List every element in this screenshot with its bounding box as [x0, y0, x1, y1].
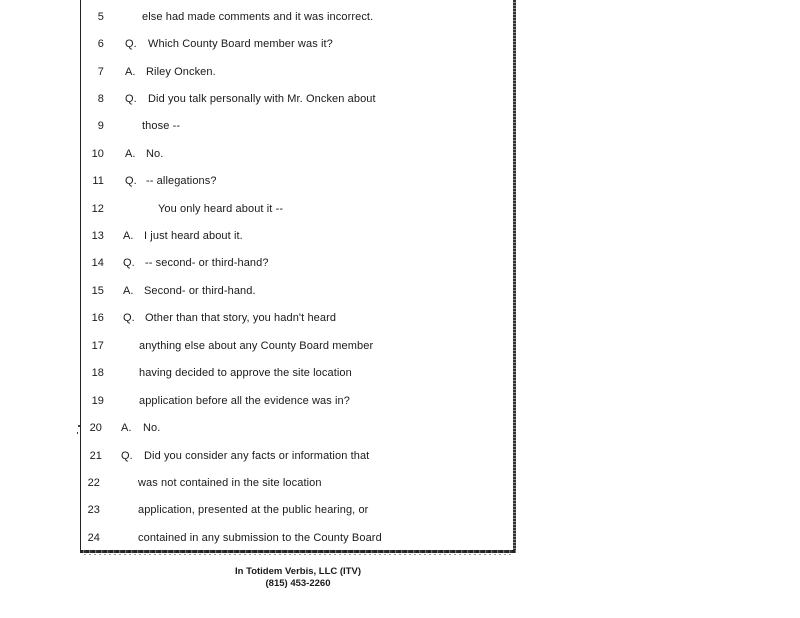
line-text: was not contained in the site location	[138, 477, 322, 489]
line-text: Second- or third-hand.	[144, 285, 256, 297]
line-number: 8	[97, 93, 104, 105]
line-text: else had made comments and it was incorrect.	[142, 11, 374, 23]
speaker-label: A.	[123, 230, 134, 242]
line-number: 5	[97, 11, 104, 23]
line-number: 16	[91, 312, 104, 324]
line-text: No.	[146, 148, 164, 160]
line-text: having decided to approve the site location	[139, 367, 352, 379]
line-number: 11	[92, 175, 104, 187]
line-number: 14	[91, 257, 104, 269]
speaker-label: A.	[123, 285, 134, 297]
line-text: I just heard about it.	[144, 230, 243, 242]
line-text: Riley Oncken.	[146, 66, 216, 78]
page-border-right	[513, 0, 516, 553]
speaker-label: A.	[121, 422, 132, 434]
line-number: 13	[91, 230, 104, 242]
footer-phone: (815) 453-2260	[265, 578, 331, 589]
line-text: Did you consider any facts or information that	[144, 450, 370, 462]
line-number: 19	[91, 395, 104, 407]
line-number: 18	[91, 367, 104, 379]
line-text: those --	[142, 120, 181, 132]
page-border-left	[80, 0, 81, 551]
speaker-label: A.	[125, 148, 136, 160]
line-number: 21	[89, 450, 102, 462]
speaker-label: Q.	[125, 38, 137, 50]
line-number: 20	[89, 422, 102, 434]
line-number: 7	[97, 66, 104, 78]
line-text: -- second- or third-hand?	[145, 257, 269, 269]
line-number: 10	[91, 148, 104, 160]
speaker-label: Q.	[121, 450, 133, 462]
speaker-label: Q.	[123, 257, 135, 269]
line-text: application, presented at the public hearing, or	[138, 504, 369, 516]
page-border-bottom	[80, 550, 516, 553]
footer-company: In Totidem Verbis, LLC (ITV)	[235, 566, 361, 577]
speaker-label: Q.	[125, 175, 137, 187]
line-number: 23	[87, 504, 100, 516]
line-number: 22	[87, 477, 100, 489]
speaker-label: A.	[125, 66, 136, 78]
line-number: 15	[91, 285, 104, 297]
line-text: anything else about any County Board member	[139, 340, 374, 352]
line-number: 6	[97, 38, 104, 50]
line-text: Did you talk personally with Mr. Oncken about	[148, 93, 376, 105]
line-text: Which County Board member was it?	[148, 38, 333, 50]
line-text: contained in any submission to the County Board	[138, 532, 382, 544]
line-number: 12	[91, 203, 104, 215]
line-text: Other than that story, you hadn't heard	[145, 312, 337, 324]
line-number: 9	[97, 120, 104, 132]
speaker-label: Q.	[123, 312, 135, 324]
line-text: No.	[143, 422, 161, 434]
line-number: 17	[91, 340, 104, 352]
page-border-bottom-shadow	[84, 554, 514, 555]
line-text: You only heard about it --	[158, 203, 284, 215]
line-text: application before all the evidence was in?	[139, 395, 350, 407]
line-text: -- allegations?	[146, 175, 217, 187]
speaker-label: Q.	[125, 93, 137, 105]
line-number: 24	[87, 532, 100, 544]
